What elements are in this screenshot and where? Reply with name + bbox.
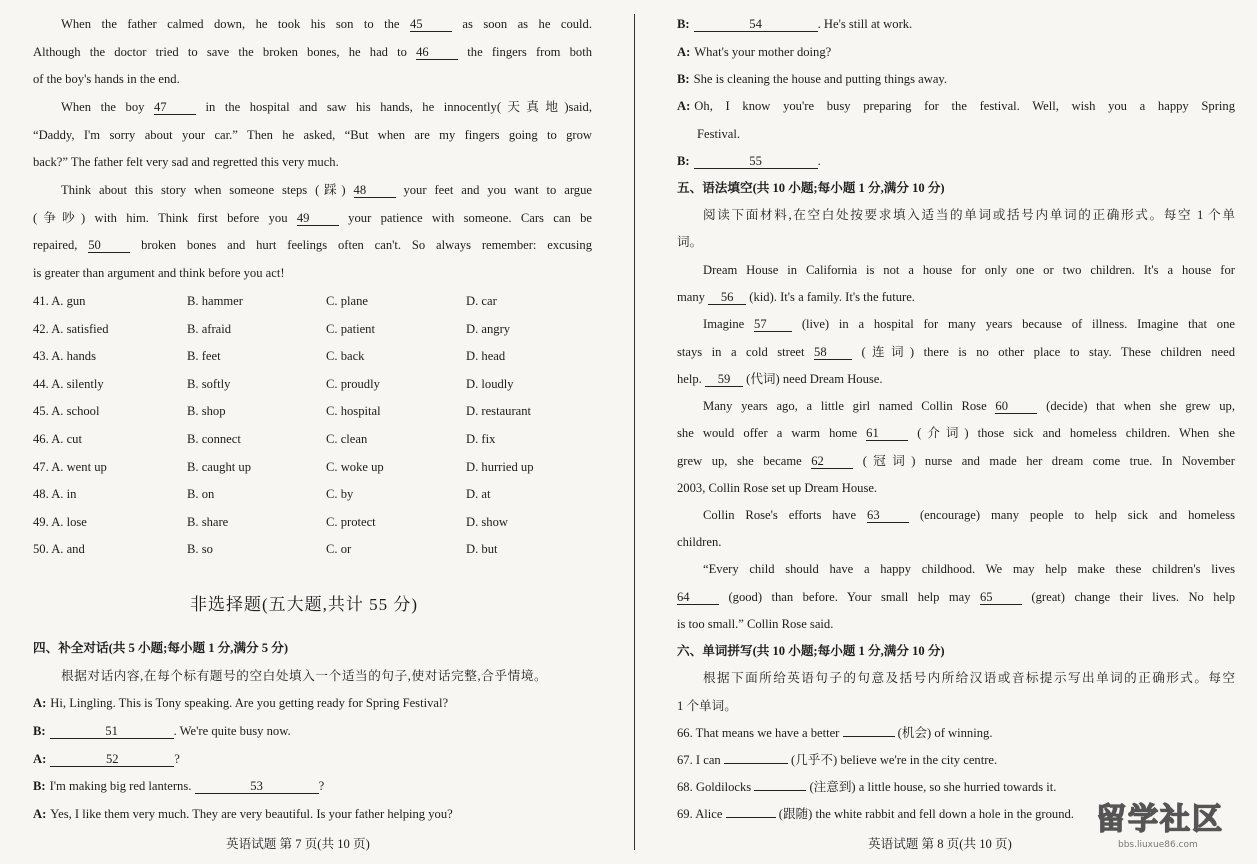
option-d[interactable]: D. angry [466,321,511,336]
option-row [0,541,632,557]
option-c[interactable]: C. or [326,542,352,557]
passage-text: (争吵) with him. Think first before you [33,211,297,225]
passage-text: Although the doctor tried to save the broken bones, he had to [33,45,417,59]
dialog-text: ? [318,779,325,793]
passage-text: in the hospital and saw his hands, he innocently(天真地)said, [195,100,592,114]
dialog-blank[interactable]: 52 [50,752,174,767]
option-row [0,486,632,502]
grammar-blank[interactable]: 56 [708,290,746,305]
passage-text: “Every child should have a happy childhood. We may help make these children's lives [703,562,1235,576]
dialog-text: . [817,154,821,168]
passage-line [703,561,1235,577]
option-c[interactable]: C. back [326,349,365,364]
dialog-line [677,98,1235,114]
grammar-blank[interactable]: 60 [995,399,1037,414]
option-b[interactable]: B. caught up [187,459,252,474]
dialog-line [697,126,740,142]
passage-line [677,425,1235,441]
speaker-label: B: [33,779,46,793]
dialog-text: What's your mother doing? [694,45,832,59]
spelling-text: 67. I can [677,753,724,767]
dialog-line [33,806,453,822]
section5-instructions: 阅读下面材料,在空白处按要求填入适当的单词或括号内单词的正确形式。每空 1 个单 [703,208,1235,222]
option-c[interactable]: C. hospital [326,404,381,419]
spelling-text: (机会) of winning. [894,726,993,740]
option-d[interactable]: D. at [466,487,491,502]
dialog-text: Festival. [697,127,741,141]
cloze-blank[interactable]: 48 [354,183,396,198]
grammar-blank[interactable]: 59 [705,372,743,387]
passage-text: your patience with someone. Cars can be [338,211,593,225]
passage-line [703,507,1235,523]
passage-text: repaired, [33,238,89,252]
option-b[interactable]: B. hammer [187,294,243,308]
section6-instructions: 1 个单词。 [677,699,737,713]
speaker-label: B: [677,17,690,31]
passage-line [677,344,1235,360]
option-d[interactable]: D. car [466,294,497,308]
spelling-text: 66. That means we have a better [677,726,843,740]
dialog-line [33,723,291,739]
passage-line [33,154,339,170]
option-num[interactable]: 49. A. lose [33,514,87,529]
passage-text: Many years ago, a little girl named Collin Rose [703,399,996,413]
passage-text: broken bones and hurt feelings often can't. So always remember: excusing [130,238,592,252]
option-num[interactable]: 44. A. silently [33,376,104,391]
option-row [0,514,632,530]
speaker-label: A: [33,807,47,821]
dialog-text: Hi, Lingling. This is Tony speaking. Are you getting ready for Spring Festival? [50,696,449,710]
passage-text: children. [677,535,722,549]
passage-line [33,44,592,60]
option-d[interactable]: D. restaurant [466,404,532,419]
option-d[interactable]: D. hurried up [466,459,534,474]
passage-line [677,289,915,305]
passage-line [677,453,1235,469]
page-footer: 英语试题 第 7 页(共 10 页) [226,837,370,851]
grammar-blank[interactable]: 63 [867,508,909,523]
dialog-text: Yes, I like them very much. They are very beautiful. Is your father helping you? [50,807,453,821]
passage-text: back?” The father felt very sad and regretted this very much. [33,155,339,169]
passage-line [677,480,877,496]
option-num[interactable]: 45. A. school [33,404,100,419]
option-row [0,321,632,337]
dialog-line [33,695,448,711]
option-d[interactable]: D. show [466,514,508,529]
option-num[interactable]: 50. A. and [33,542,85,557]
speaker-label: B: [677,72,690,86]
cloze-blank[interactable]: 49 [297,211,339,226]
passage-text: (great) change their lives. No help [1021,590,1235,604]
option-num[interactable]: 46. A. cut [33,432,82,446]
spelling-blank[interactable] [724,763,788,764]
option-c[interactable]: C. patient [326,321,375,336]
dialog-text: I'm making big red lanterns. [49,779,195,793]
grammar-blank[interactable]: 62 [811,454,853,469]
watermark-url: bbs.liuxue86.com [1118,840,1198,850]
passage-text: When the boy [61,100,154,114]
passage-text: (冠词) nurse and made her dream come true. In November [853,454,1235,468]
option-row [0,403,632,419]
option-b[interactable]: B. connect [187,432,241,446]
passage-text: she would offer a warm home [677,426,867,440]
option-c[interactable]: C. woke up [326,459,384,474]
passage-text: (介词) those sick and homeless children. When she [908,426,1235,440]
passage-text: help. [677,372,705,386]
watermark-text: 留学社区 [1096,802,1224,837]
passage-line [677,589,1235,605]
dialog-text: She is cleaning the house and putting things away. [693,72,948,86]
option-d[interactable]: D. but [466,542,498,557]
option-c[interactable]: C. plane [326,294,368,308]
passage-line [677,616,833,632]
cloze-blank[interactable]: 46 [416,45,458,60]
cloze-blank[interactable]: 50 [88,238,130,253]
spelling-blank[interactable] [754,790,806,791]
option-row [0,431,632,447]
spelling-text: (跟随) the white rabbit and fell down a hole in the ground. [775,807,1074,821]
section4-instructions: 根据对话内容,在每个标有题号的空白处填入一个适当的句子,使对话完整,合乎情境。 [61,669,548,683]
passage-line [33,237,592,253]
section5-title: 五、语法填空(共 10 小题;每小题 1 分,满分 10 分) [677,181,945,195]
spelling-text: 69. Alice [677,807,726,821]
option-b[interactable]: B. on [187,487,215,502]
speaker-label: A: [677,45,691,59]
passage-text: is too small.” Collin Rose said. [677,617,834,631]
option-row [0,293,632,309]
passage-text: (连词) there is no other place to stay. These children need [852,345,1235,359]
speaker-label: B: [677,154,690,168]
option-b[interactable]: B. feet [187,349,221,364]
dialog-line [677,153,821,169]
spelling-item [677,779,1056,795]
dialog-blank[interactable]: 53 [195,779,319,794]
option-d[interactable]: D. head [466,349,506,364]
grammar-blank[interactable]: 64 [677,590,719,605]
grammar-blank[interactable]: 58 [814,345,852,360]
option-b[interactable]: B. softly [187,376,231,391]
dialog-line [677,16,912,32]
option-b[interactable]: B. shop [187,404,226,419]
passage-text: 2003, Collin Rose set up Dream House. [677,481,878,495]
passage-text: stays in a cold street [677,345,815,359]
passage-line [33,127,592,143]
option-num[interactable]: 43. A. hands [33,349,96,364]
passage-text: (live) in a hospital for many years because of illness. Imagine that one [792,317,1235,331]
option-b[interactable]: B. afraid [187,321,232,336]
passage-text: Imagine [703,317,755,331]
passage-text: of the boy's hands in the end. [33,72,180,86]
passage-line [703,262,1235,278]
dialog-line [677,71,947,87]
dialog-text: . We're quite busy now. [173,724,291,738]
passage-line [677,534,721,550]
dialog-blank[interactable]: 55 [694,154,818,169]
spelling-blank[interactable] [843,736,895,737]
passage-line [61,16,592,32]
speaker-label: A: [33,752,47,766]
option-num[interactable]: 48. A. in [33,487,77,502]
cloze-blank[interactable]: 45 [410,17,452,32]
dialog-blank[interactable]: 54 [694,17,818,32]
passage-line [703,398,1235,414]
option-c[interactable]: C. protect [326,514,376,529]
page-divider [634,14,635,850]
grammar-blank[interactable]: 65 [980,590,1022,605]
option-row [0,376,632,392]
passage-line [61,99,592,115]
option-b[interactable]: B. share [187,514,229,529]
option-d[interactable]: D. loudly [466,376,514,391]
page-footer: 英语试题 第 8 页(共 10 页) [868,837,1012,851]
passage-text: (decide) that when she grew up, [1037,399,1235,413]
grammar-blank[interactable]: 57 [754,317,792,332]
dialog-line [33,778,324,794]
section5-instructions: 词。 [677,235,703,249]
speaker-label: A: [677,99,691,113]
dialog-line [33,751,180,767]
passage-text: “Daddy, I'm sorry about your car.” Then he asked, “But when are my fingers going to grow [33,128,592,142]
section6-instructions: 根据下面所给英语句子的句意及括号内所给汉语或音标提示写出单词的正确形式。每空 [703,671,1235,685]
spelling-text: (几乎不) believe we're in the city centre. [787,753,998,767]
passage-text: (good) than before. Your small help may [719,590,980,604]
section6-title: 六、单词拼写(共 10 小题;每小题 1 分,满分 10 分) [677,644,945,658]
spelling-item [677,725,992,741]
option-d[interactable]: D. fix [466,432,496,446]
speaker-label: A: [33,696,47,710]
dialog-line [677,44,831,60]
spelling-text: (注意到) a little house, so she hurried towards it. [806,780,1057,794]
spelling-blank[interactable] [726,817,776,818]
passage-text: many [677,290,709,304]
option-row [0,459,632,475]
passage-text: (代词) need Dream House. [742,372,883,386]
passage-line [33,265,285,281]
dialog-blank[interactable]: 51 [50,724,174,739]
passage-line [33,210,592,226]
passage-text: the fingers from both [458,45,592,59]
watermark-logo [1090,792,1250,862]
option-row [0,348,632,364]
grammar-blank[interactable]: 61 [866,426,908,441]
passage-text: your feet and you want to argue [395,183,592,197]
passage-text: When the father calmed down, he took his son to the [61,17,410,31]
passage-line [33,71,180,87]
passage-text: grew up, she became [677,454,812,468]
option-b[interactable]: B. so [187,542,213,557]
passage-text: (encourage) many people to help sick and homeless [909,508,1235,522]
speaker-label: B: [33,724,46,738]
passage-text: Collin Rose's efforts have [703,508,868,522]
dialog-text: Oh, I know you're busy preparing for the festival. Well, wish you a happy Spring [694,99,1235,113]
passage-line [703,316,1235,332]
page-8 [640,0,1257,864]
passage-text: (kid). It's a family. It's the future. [746,290,915,304]
dialog-text: . He's still at work. [817,17,913,31]
option-c[interactable]: C. by [326,487,354,502]
passage-text: Dream House in California is not a house for only one or two children. It's a house for [703,263,1235,277]
option-num[interactable]: 42. A. satisfied [33,321,109,336]
dialog-text: ? [174,752,180,766]
option-num[interactable]: 47. A. went up [33,459,107,474]
passage-text: as soon as he could. [451,17,592,31]
spelling-item [677,806,1074,822]
passage-line [677,371,883,387]
option-c[interactable]: C. clean [326,432,368,446]
cloze-blank[interactable]: 47 [154,100,196,115]
spelling-item [677,752,997,768]
part-title: 非选择题(五大题,共计 55 分) [190,595,419,614]
spelling-text: 68. Goldilocks [677,780,755,794]
passage-text: is greater than argument and think before you act! [33,266,285,280]
option-num[interactable]: 41. A. gun [33,294,86,308]
section4-title: 四、补全对话(共 5 小题;每小题 1 分,满分 5 分) [33,641,289,655]
passage-text: Think about this story when someone steps (踩) [61,183,354,197]
option-c[interactable]: C. proudly [326,376,380,391]
passage-line [61,182,592,198]
